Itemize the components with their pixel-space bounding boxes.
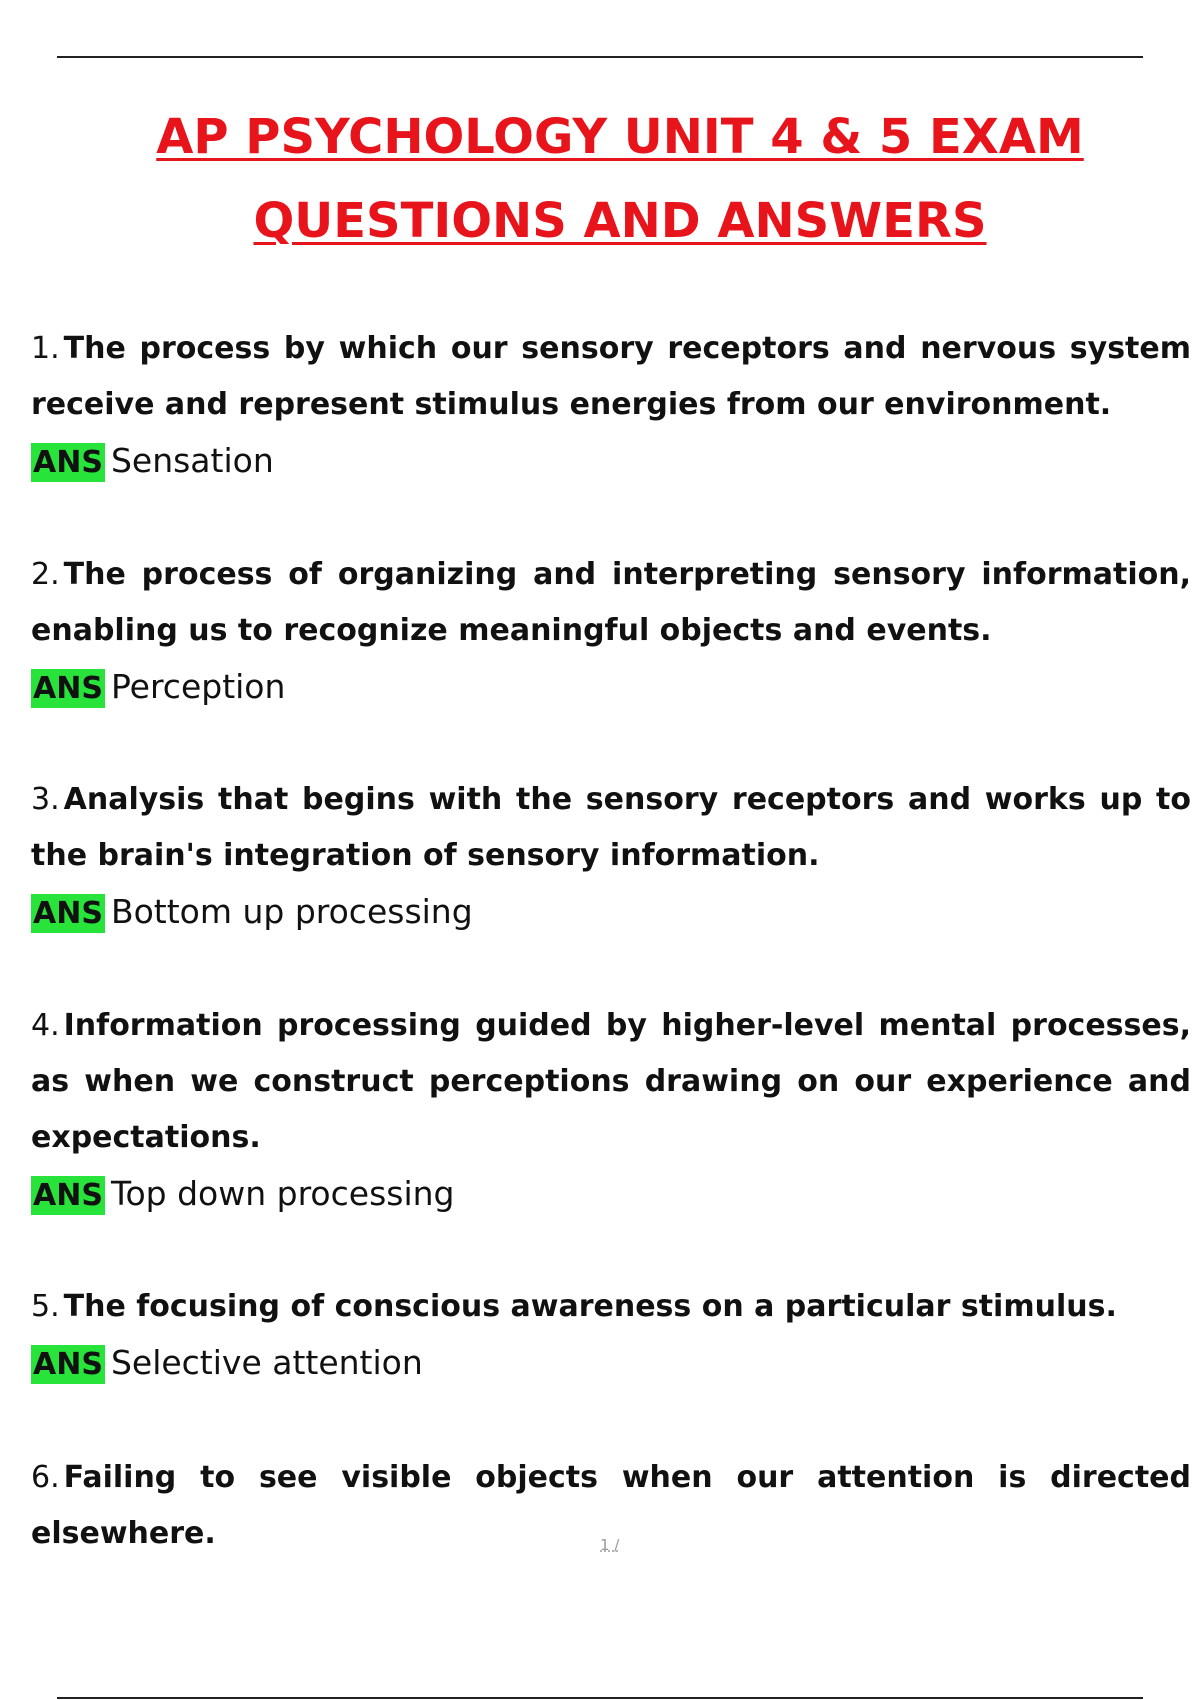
question-number: 2. [31, 557, 60, 592]
question-2 [31, 547, 1191, 659]
question-number: 6. [31, 1460, 60, 1495]
qa-item-4 [31, 998, 1191, 1224]
page-number: 1 / [600, 1536, 620, 1554]
ans-highlight-tag: ANS [33, 1178, 103, 1213]
question-text: Information processing guided by higher-level mental processes, as when we construct perceptions drawing on our experience and expectations. [31, 1008, 1191, 1155]
bottom-rule [57, 1697, 1143, 1699]
question-number: 3. [31, 782, 60, 817]
ans-highlight-tag: ANS [33, 445, 103, 480]
answer-3 [31, 884, 1191, 942]
question-1 [31, 321, 1191, 433]
qa-item-5 [31, 1279, 1191, 1393]
answer-text: Top down processing [110, 1174, 455, 1213]
answer-text: Bottom up processing [110, 892, 473, 931]
question-3 [31, 772, 1191, 884]
question-text: Analysis that begins with the sensory receptors and works up to the brain's integration of sensory information. [31, 782, 1191, 873]
ans-highlight-tag: ANS [33, 671, 103, 706]
answer-4 [31, 1166, 1191, 1224]
question-text: Failing to see visible objects when our attention is directed elsewhere. [31, 1460, 1191, 1551]
answer-5 [31, 1335, 1191, 1393]
qa-item-2 [31, 547, 1191, 717]
qa-item-3 [31, 772, 1191, 942]
question-number: 5. [31, 1289, 60, 1324]
answer-text: Sensation [110, 441, 274, 480]
ans-highlight-tag: ANS [33, 1347, 103, 1382]
document-title-line-1: AP PSYCHOLOGY UNIT 4 & 5 EXAM [156, 109, 1084, 165]
qa-item-1 [31, 321, 1191, 491]
answer-text: Selective attention [110, 1343, 423, 1382]
answer-2 [31, 659, 1191, 717]
answer-1 [31, 433, 1191, 491]
question-number: 4. [31, 1008, 60, 1043]
question-text: The focusing of conscious awareness on a particular stimulus. [63, 1289, 1117, 1324]
top-rule [57, 56, 1143, 58]
question-4 [31, 998, 1191, 1166]
document-title-line-2: QUESTIONS AND ANSWERS [253, 193, 987, 249]
question-number: 1. [31, 331, 60, 366]
question-text: The process by which our sensory receptors and nervous system receive and represent stimulus energies from our environment. [31, 331, 1191, 422]
answer-text: Perception [110, 667, 286, 706]
question-5 [31, 1279, 1191, 1335]
ans-highlight-tag: ANS [33, 896, 103, 931]
question-text: The process of organizing and interpreting sensory information, enabling us to recognize meaningful objects and events. [31, 557, 1191, 648]
